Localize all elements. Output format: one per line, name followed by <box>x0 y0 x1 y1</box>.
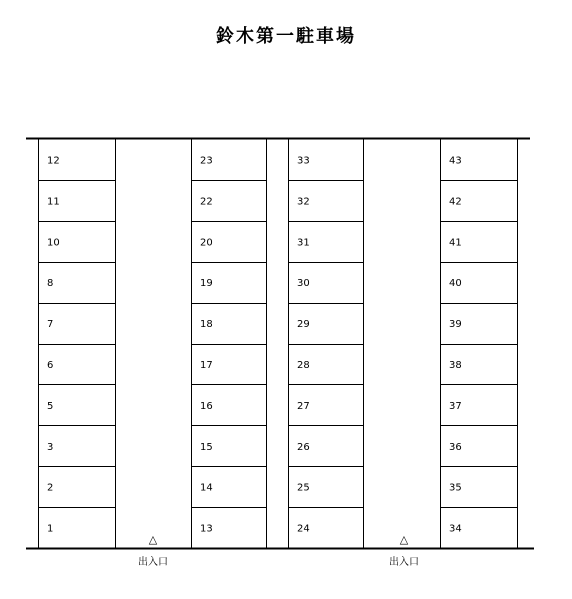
parking-stall-number: 41 <box>449 237 462 249</box>
parking-stall-number: 35 <box>449 482 462 494</box>
parking-column-4 <box>440 139 518 548</box>
parking-stall-number: 26 <box>297 441 310 453</box>
parking-stall-number: 28 <box>297 359 310 371</box>
parking-stall-number: 40 <box>449 278 462 290</box>
parking-stall-number: 18 <box>200 319 213 331</box>
parking-stall-number: 3 <box>47 441 54 453</box>
parking-stall-number: 38 <box>449 359 462 371</box>
entrance-label: 出入口 <box>389 557 419 568</box>
parking-stall-number: 13 <box>200 523 213 535</box>
parking-stall-number: 36 <box>449 441 462 453</box>
parking-stall-number: 42 <box>449 196 462 208</box>
parking-stall-number: 1 <box>47 523 54 535</box>
parking-stall-number: 8 <box>47 278 54 290</box>
parking-stall-number: 2 <box>47 482 54 494</box>
entrance-triangle-icon: △ <box>148 533 158 546</box>
parking-stall-number: 23 <box>200 155 213 167</box>
entrance-triangle-icon: △ <box>399 533 409 546</box>
entrance-label: 出入口 <box>138 557 168 568</box>
parking-stall-number: 39 <box>449 319 462 331</box>
parking-stall-number: 10 <box>47 237 60 249</box>
parking-stall-number: 37 <box>449 400 462 412</box>
parking-stall-number: 32 <box>297 196 310 208</box>
parking-stall-number: 11 <box>47 196 60 208</box>
parking-stall-number: 43 <box>449 155 462 167</box>
parking-stall-number: 25 <box>297 482 310 494</box>
parking-stall-number: 15 <box>200 441 213 453</box>
parking-column-1 <box>38 139 116 548</box>
entrance-1 <box>138 533 168 568</box>
parking-stall-number: 34 <box>449 523 462 535</box>
parking-stall-number: 7 <box>47 319 54 331</box>
entrances <box>138 533 419 568</box>
parking-stall-number: 5 <box>47 400 54 412</box>
parking-column-2 <box>191 139 267 548</box>
parking-stall-number: 29 <box>297 319 310 331</box>
parking-stall-number: 17 <box>200 359 213 371</box>
parking-stall-number: 12 <box>47 155 60 167</box>
parking-columns <box>38 139 518 548</box>
parking-stall-number: 20 <box>200 237 213 249</box>
parking-stall-number: 31 <box>297 237 310 249</box>
parking-stall-number: 22 <box>200 196 213 208</box>
parking-stall-number: 27 <box>297 400 310 412</box>
parking-stall-number: 19 <box>200 278 213 290</box>
entrance-2 <box>389 533 419 568</box>
parking-stall-number: 30 <box>297 278 310 290</box>
parking-stall-number: 14 <box>200 482 213 494</box>
page-title: 鈴木第一駐車場 <box>216 26 356 47</box>
parking-stall-number: 33 <box>297 155 310 167</box>
parking-stall-number: 24 <box>297 523 310 535</box>
parking-stall-number: 16 <box>200 400 213 412</box>
parking-stall-number: 6 <box>47 359 54 371</box>
parking-column-3 <box>288 139 364 548</box>
